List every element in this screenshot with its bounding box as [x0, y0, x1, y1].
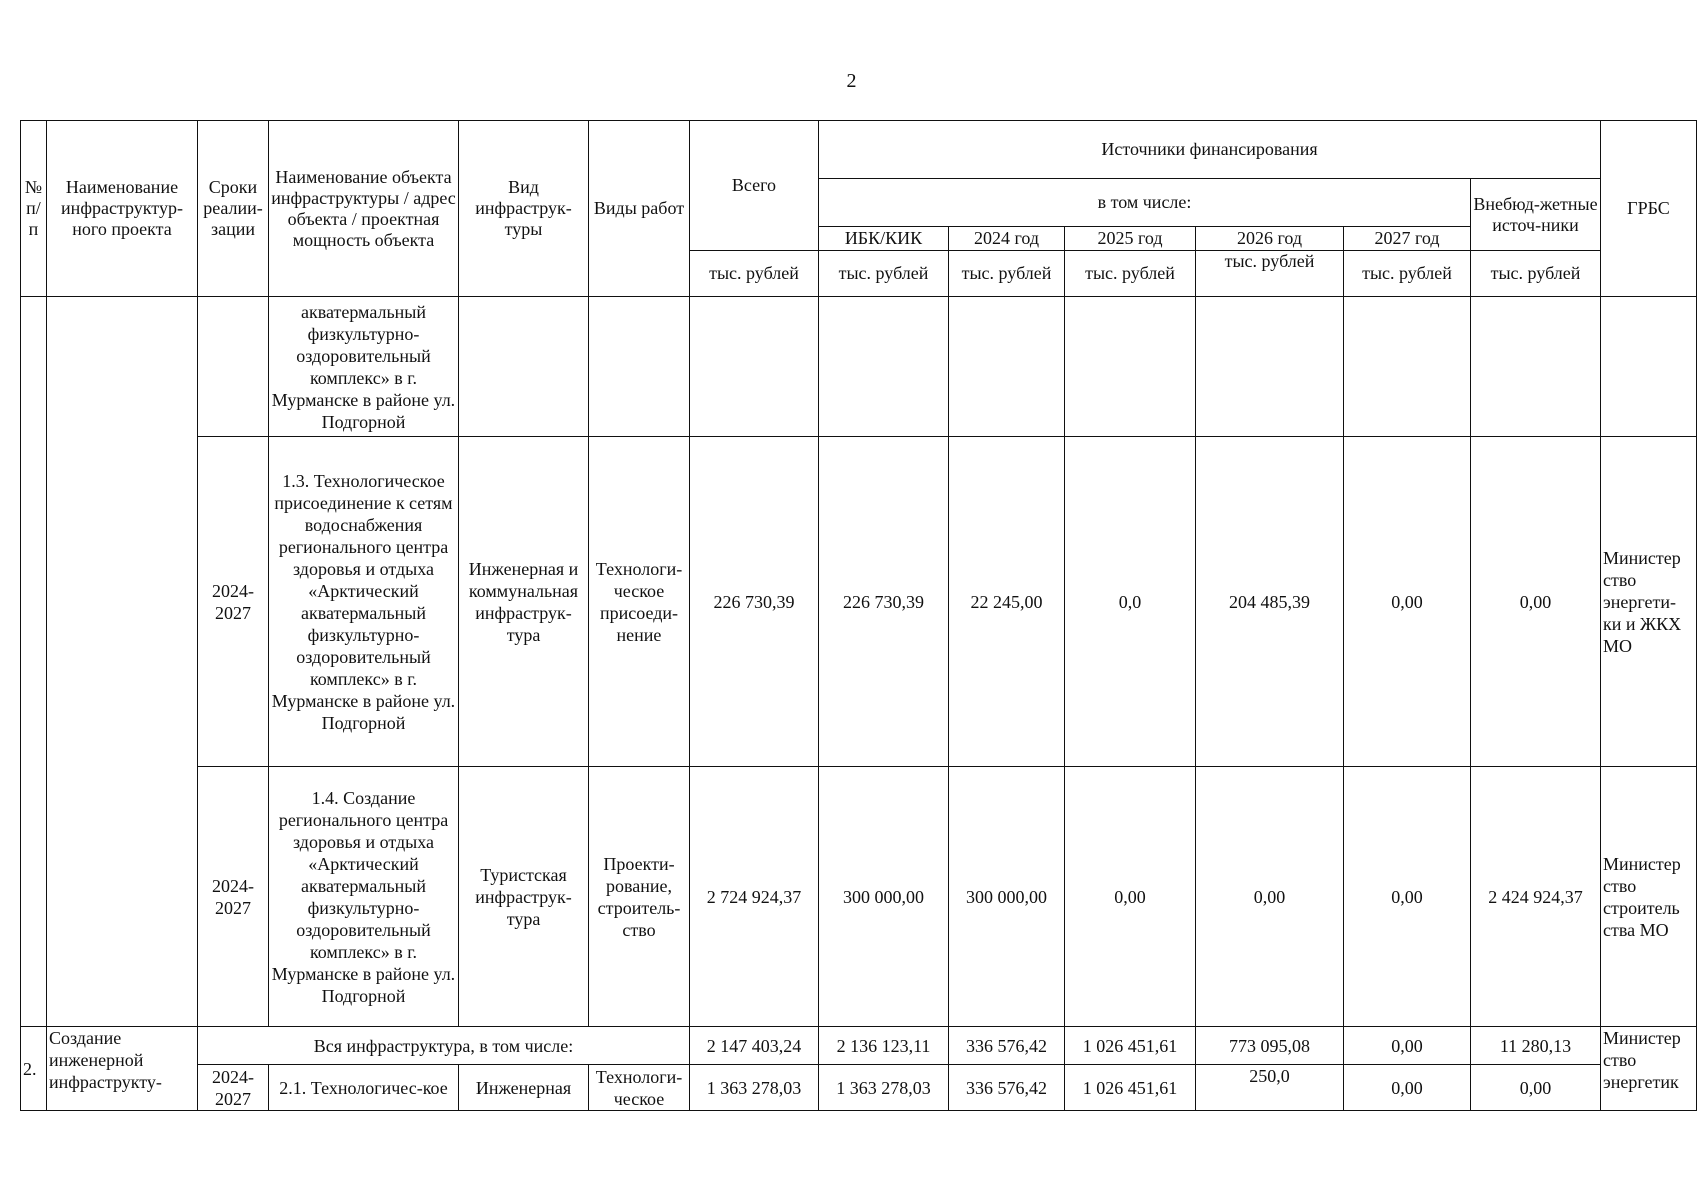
- cell-object: 2.1. Технологичес-кое: [269, 1065, 459, 1111]
- cell-2026: 204 485,39: [1196, 437, 1344, 767]
- cell-empty: [589, 297, 690, 437]
- cell-object: 1.4. Создание регионального центра здоровья и отдыха «Арктический акватермальный физкультурно-оздоровительный комплекс» в г. Мурманске в районе ул. Подгорной: [269, 767, 459, 1027]
- cell-2024: 336 576,42: [949, 1065, 1065, 1111]
- unit-offbudget: тыс. рублей: [1471, 251, 1601, 297]
- cell-2025: 0,0: [1065, 437, 1196, 767]
- header-ibk: ИБК/КИК: [819, 227, 949, 251]
- header-project-name: Наименование инфраструктур-ного проекта: [47, 121, 198, 297]
- cell-empty: [1471, 297, 1601, 437]
- financing-table: [20, 120, 1697, 1111]
- cell-2027: 0,00: [1344, 1027, 1471, 1065]
- table-row: [21, 297, 1697, 437]
- unit-2025: тыс. рублей: [1065, 251, 1196, 297]
- header-2025: 2025 год: [1065, 227, 1196, 251]
- cell-2027: 0,00: [1344, 767, 1471, 1027]
- cell-2026: 0,00: [1196, 767, 1344, 1027]
- cell-2027: 0,00: [1344, 437, 1471, 767]
- cell-empty: [949, 297, 1065, 437]
- cell-work-type: Технологи-ческое присоеди-нение: [589, 437, 690, 767]
- cell-empty: [690, 297, 819, 437]
- cell-offbudget: 0,00: [1471, 437, 1601, 767]
- unit-ibk: тыс. рублей: [819, 251, 949, 297]
- header-terms: Сроки реалии-зации: [198, 121, 269, 297]
- cell-empty: [1065, 297, 1196, 437]
- cell-object-cont: акватермальный физкультурно-оздоровительный комплекс» в г. Мурманске в районе ул. Подгорной: [269, 297, 459, 437]
- header-2024: 2024 год: [949, 227, 1065, 251]
- cell-2025: 0,00: [1065, 767, 1196, 1027]
- cell-terms: 2024-2027: [198, 767, 269, 1027]
- cell-empty: [1196, 297, 1344, 437]
- cell-ibk: 2 136 123,11: [819, 1027, 949, 1065]
- header-sources: Источники финансирования: [819, 121, 1601, 179]
- cell-2026: 250,0: [1196, 1065, 1344, 1111]
- cell-empty: [819, 297, 949, 437]
- cell-2025: 1 026 451,61: [1065, 1027, 1196, 1065]
- header-including: в том числе:: [819, 179, 1471, 227]
- page-number: 2: [846, 70, 857, 92]
- header-2026: 2026 год: [1196, 227, 1344, 251]
- header-work-type: Виды работ: [589, 121, 690, 297]
- cell-ibk: 226 730,39: [819, 437, 949, 767]
- cell-empty: [1601, 297, 1697, 437]
- cell-total: 226 730,39: [690, 437, 819, 767]
- cell-grbs: Министер ство энергетик: [1601, 1027, 1697, 1111]
- table-row: [21, 1065, 1697, 1111]
- cell-total: 1 363 278,03: [690, 1065, 819, 1111]
- cell-total: 2 147 403,24: [690, 1027, 819, 1065]
- table-row: [21, 437, 1697, 767]
- cell-num-empty: [21, 297, 47, 1027]
- cell-project-empty: [47, 297, 198, 1027]
- cell-2027: 0,00: [1344, 1065, 1471, 1111]
- table-row: [21, 1027, 1697, 1065]
- unit-2026: тыс. рублей: [1196, 251, 1344, 297]
- cell-total: 2 724 924,37: [690, 767, 819, 1027]
- header-grbs: ГРБС: [1601, 121, 1697, 297]
- header-offbudget: Внебюд-жетные источ-ники: [1471, 179, 1601, 251]
- cell-2025: 1 026 451,61: [1065, 1065, 1196, 1111]
- header-object-name: Наименование объекта инфраструктуры / адрес объекта / проектная мощность объекта: [269, 121, 459, 297]
- cell-terms: 2024-2027: [198, 1065, 269, 1111]
- cell-2024: 22 245,00: [949, 437, 1065, 767]
- cell-project: Создание инженерной инфраструкту-: [47, 1027, 198, 1111]
- cell-terms: 2024-2027: [198, 437, 269, 767]
- cell-2026: 773 095,08: [1196, 1027, 1344, 1065]
- unit-total: тыс. рублей: [690, 251, 819, 297]
- cell-infra-type: Инженерная и коммунальная инфраструк-тура: [459, 437, 589, 767]
- cell-total-label: Вся инфраструктура, в том числе:: [198, 1027, 690, 1065]
- unit-2027: тыс. рублей: [1344, 251, 1471, 297]
- cell-offbudget: 11 280,13: [1471, 1027, 1601, 1065]
- cell-2024: 336 576,42: [949, 1027, 1065, 1065]
- header-2027: 2027 год: [1344, 227, 1471, 251]
- cell-offbudget: 2 424 924,37: [1471, 767, 1601, 1027]
- cell-work-type: Технологи-ческое: [589, 1065, 690, 1111]
- header-total: Всего: [690, 121, 819, 251]
- cell-infra-type: Туристская инфраструк-тура: [459, 767, 589, 1027]
- unit-2024: тыс. рублей: [949, 251, 1065, 297]
- cell-ibk: 1 363 278,03: [819, 1065, 949, 1111]
- cell-work-type: Проекти-рование, строитель-ство: [589, 767, 690, 1027]
- cell-grbs: Министер ство строитель ства МО: [1601, 767, 1697, 1027]
- cell-object: 1.3. Технологическое присоединение к сетям водоснабжения регионального центра здоровья и отдыха «Арктический акватермальный физкультурно-оздоровительный комплекс» в г. Мурманске в районе ул. Подгорной: [269, 437, 459, 767]
- cell-grbs: Министер ство энергети-ки и ЖКХ МО: [1601, 437, 1697, 767]
- cell-infra-type: Инженерная: [459, 1065, 589, 1111]
- cell-ibk: 300 000,00: [819, 767, 949, 1027]
- cell-offbudget: 0,00: [1471, 1065, 1601, 1111]
- header-infra-type: Вид инфраструк-туры: [459, 121, 589, 297]
- cell-terms-empty: [198, 297, 269, 437]
- header-num: № п/п: [21, 121, 47, 297]
- cell-empty: [1344, 297, 1471, 437]
- cell-num: 2.: [21, 1027, 47, 1111]
- cell-2024: 300 000,00: [949, 767, 1065, 1027]
- cell-empty: [459, 297, 589, 437]
- table-row: [21, 767, 1697, 1027]
